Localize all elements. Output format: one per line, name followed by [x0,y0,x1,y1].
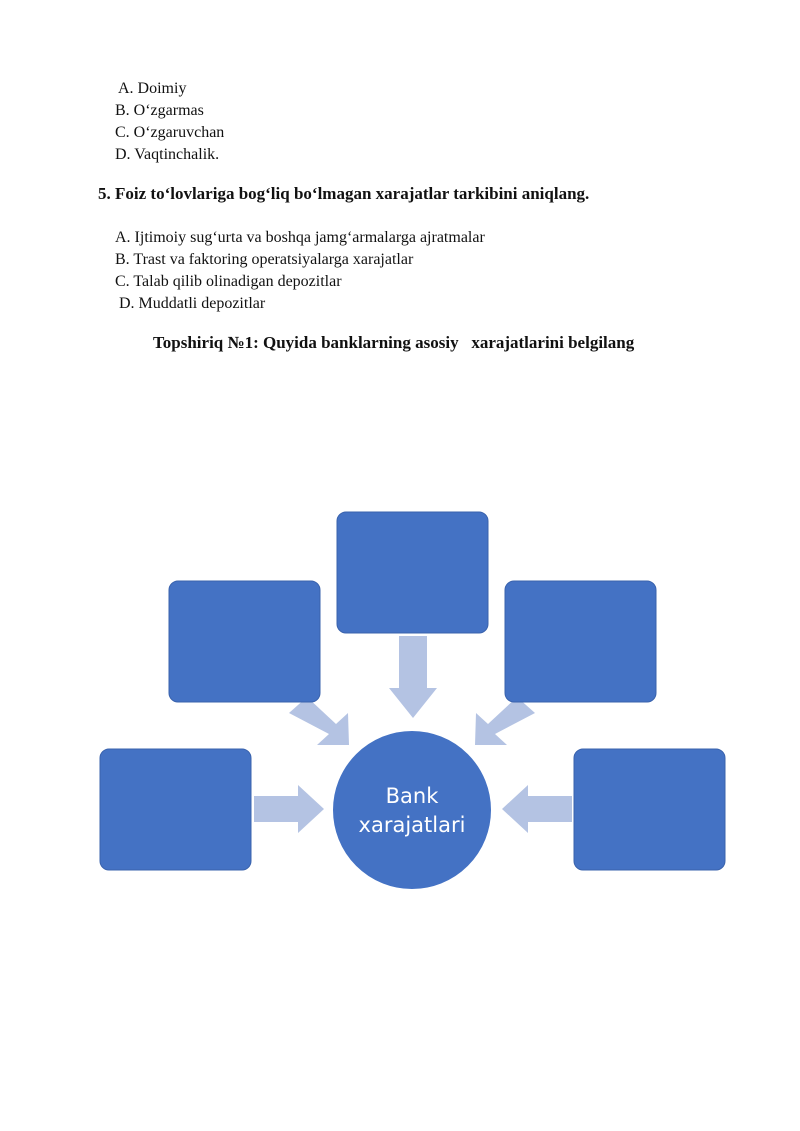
center-circle [332,730,492,890]
arrow-upper-right [475,697,535,745]
box-top [337,512,488,633]
box-lower-left [100,749,251,870]
arrow-top [389,636,437,718]
q4-option-c: C. O‘zgaruvchan [115,124,225,141]
center-label-line2: xarajatlari [358,813,466,837]
q5-title: 5. Foiz to‘lovlariga bog‘liq bo‘lmagan xarajatlar tarkibini aniqlang. [98,184,590,203]
task-title: Topshiriq №1: Quyida banklarning asosiy xarajatlarini belgilang [153,333,635,352]
arrow-left [254,785,324,833]
box-lower-right [574,749,725,870]
box-upper-right [505,581,656,702]
q4-option-a: A. Doimiy [118,80,187,97]
q4-option-b: B. O‘zgarmas [115,102,204,119]
arrow-right [502,785,572,833]
q5-option-c: C. Talab qilib olinadigan depozitlar [115,273,342,290]
box-upper-left [169,581,320,702]
q5-option-a: A. Ijtimoiy sug‘urta va boshqa jamg‘armalarga ajratmalar [115,229,485,246]
arrow-upper-left [289,697,349,745]
q5-option-b: B. Trast va faktoring operatsiyalarga xarajatlar [115,251,414,268]
center-label-line1: Bank [385,784,439,808]
q5-option-d: D. Muddatli depozitlar [119,295,266,312]
q4-option-d: D. Vaqtinchalik. [115,146,220,163]
